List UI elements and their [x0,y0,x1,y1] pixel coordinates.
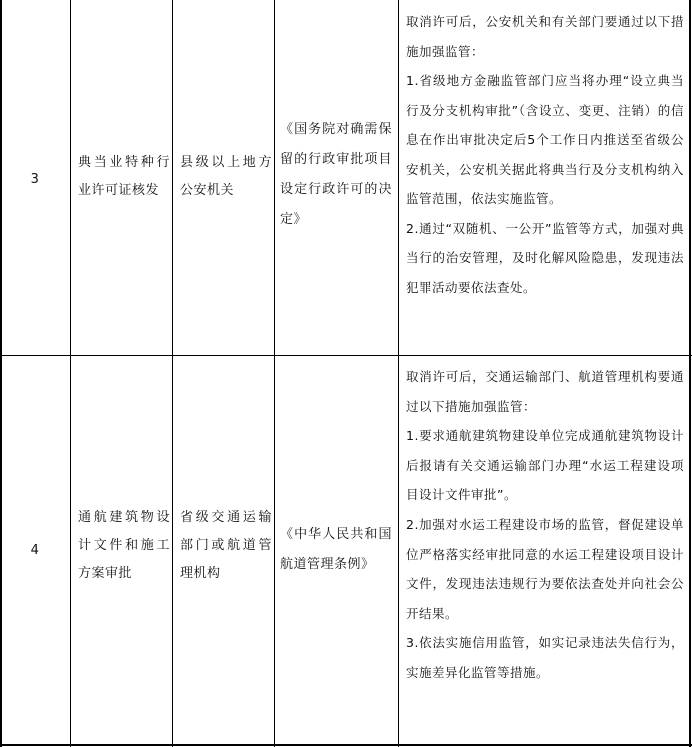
table-border-left [0,0,2,747]
row-number: 4 [30,543,40,558]
row-number: 3 [30,172,40,187]
table-border-right [689,0,691,747]
legal-basis: 《中华人民共和国航道管理条例》 [280,527,392,572]
column-divider [274,0,275,747]
measure-paragraph: 3.依法实施信用监管，如实记录违法失信行为，实施差异化监管等措施。 [406,635,684,680]
supervision-measures [406,362,684,688]
legal-basis: 《国务院对确需保留的行政审批项目设定行政许可的决定》 [280,122,392,227]
measure-paragraph: 2.加强对水运工程建设市场的监管，督促建设单位严格落实经审批同意的水运工程建设项目设计文件，发现违法违规行为要依法查处并向社会公开结果。 [406,516,684,621]
column-divider [398,0,399,747]
row-divider [0,744,692,746]
implementing-authority: 省级交通运输部门或航道管理机构 [180,510,272,581]
measure-paragraph: 1.省级地方金融监管部门应当将办理“设立典当行及分支机构审批”（含设立、变更、注销）的信息在作出审批决定后5个工作日内推送至省级公安机关，公安机关据此将典当行及分支机构纳入监管范围，依法实施监管。 [406,73,684,206]
row-divider [0,355,692,356]
approval-item: 典当业特种行业许可证核发 [78,155,170,198]
column-divider [172,0,173,747]
measure-paragraph: 2.通过“双随机、一公开”监管等方式，加强对典当行的治安管理，及时化解风险隐患，发现违法犯罪活动要依法查处。 [406,220,684,295]
measure-paragraph: 取消许可后，公安机关和有关部门要通过以下措施加强监管： [406,14,684,59]
approval-item: 通航建筑物设计文件和施工方案审批 [78,510,170,581]
measure-paragraph: 取消许可后，交通运输部门、航道管理机构要通过以下措施加强监管： [406,369,684,414]
supervision-measures [406,7,684,302]
implementing-authority: 县级以上地方公安机关 [180,155,272,198]
measure-paragraph: 1.要求通航建筑物建设单位完成通航建筑物设计后报请有关交通运输部门办理“水运工程建设项目设计文件审批”。 [406,428,684,503]
column-divider [70,0,71,747]
